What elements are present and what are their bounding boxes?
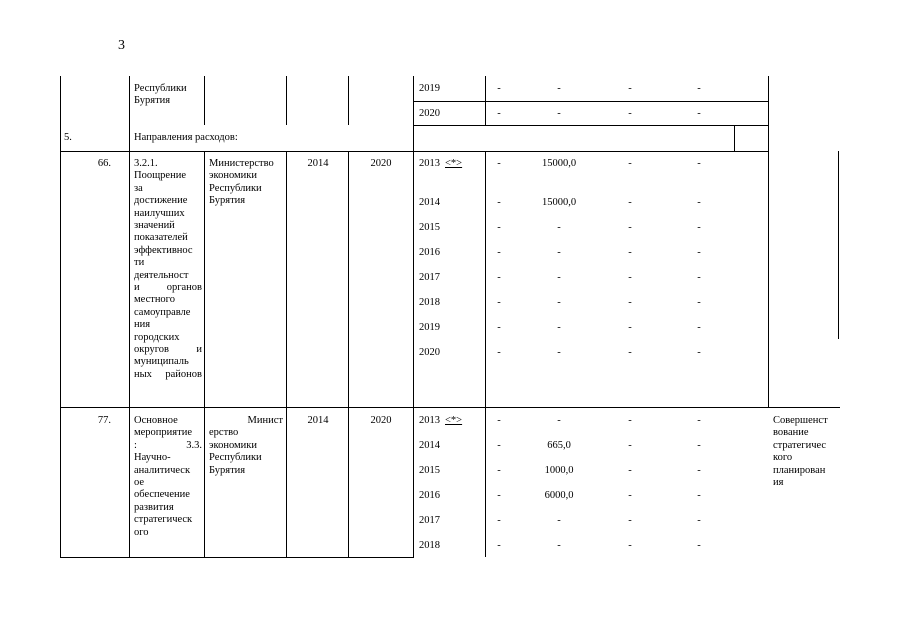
executor-text: ерство [209,427,239,439]
table-rule-v [204,76,205,125]
year-cell: 2014 [419,197,440,208]
value-cell: - [697,465,701,476]
table-rule-h [60,557,414,558]
year-cell: 2018 [419,540,440,551]
table-rule-v [204,151,205,557]
year-cell: 2016 [419,490,440,501]
value-cell: - [497,247,501,258]
measure-name-text: ое [134,477,145,488]
value-cell: - [628,297,632,308]
row-number: 66. [97,158,111,169]
value-cell: 1000,0 [544,465,574,476]
value-cell: - [497,490,501,501]
value-cell: - [697,272,701,283]
table-rule-h [60,151,769,152]
start-year: 2014 [307,415,329,426]
value-cell: - [697,158,701,169]
year-cell: 2016 [419,247,440,258]
value-cell: - [628,465,632,476]
value-cell: - [557,222,561,233]
end-year: 2020 [370,158,392,169]
year-cell: 2015 [419,465,440,476]
executor-text: Министерство [209,158,274,169]
value-cell: - [628,108,632,119]
value-cell: - [697,322,701,333]
measure-name-text: аналитическ [134,464,191,476]
year-cell: 2019 [419,83,440,94]
year-cell: 2017 [419,515,440,526]
measure-name-text: стратегическ [134,514,193,526]
value-cell: - [697,490,701,501]
value-cell: - [497,515,501,526]
year-cell: 2020 [419,347,440,358]
table-rule-v [286,76,287,125]
table-rule-v [734,125,735,151]
result-text: ия [773,477,784,488]
value-cell: - [697,415,701,426]
value-cell: - [557,540,561,551]
value-cell: - [697,515,701,526]
year-cell: 2019 [419,322,440,333]
value-cell: - [497,197,501,208]
measure-name-text: наилучших [134,207,185,219]
measure-name-text: мероприятие [134,427,192,439]
value-cell: - [628,83,632,94]
measure-name-text: ти [134,257,145,269]
result-text: кого [773,452,793,464]
table-rule-v [129,76,130,557]
value-cell: - [497,222,501,233]
table-rule-v [348,76,349,125]
measure-name-text: местного [134,294,175,306]
value-cell: - [628,158,632,169]
value-cell: - [697,297,701,308]
executor-text: Минист [247,415,283,426]
year-cell: 2013 [419,415,440,426]
row-number: 77. [97,415,111,426]
value-cell: - [628,272,632,283]
value-cell: - [497,440,501,451]
measure-name-text: округов и [134,344,202,355]
measure-name-text: ого [134,526,149,538]
value-cell: - [557,247,561,258]
year-cell: 2017 [419,272,440,283]
measure-name-text: Научно- [134,452,171,464]
executor-text: Республики [209,452,262,464]
footnote-link: <*> [445,415,463,426]
value-cell: - [628,247,632,258]
section-title: Направления расходов: [134,132,238,143]
year-cell: 2018 [419,297,440,308]
value-cell: - [697,347,701,358]
value-cell: - [628,490,632,501]
executor-text: Бурятия [209,195,246,207]
value-cell: - [628,440,632,451]
value-cell: 665,0 [547,440,571,451]
value-cell: - [697,197,701,208]
value-cell: - [497,540,501,551]
table-rule-v [413,76,414,557]
measure-name-text: за [134,182,143,194]
measure-name-text: и органов [134,282,202,293]
measure-name-text: эффективнос [134,244,193,256]
value-cell: - [557,347,561,358]
measure-name-text: ных районов [134,368,202,380]
value-cell: 15000,0 [541,158,577,169]
executor-text: Республики [209,182,262,194]
start-year: 2014 [307,158,329,169]
value-cell: - [697,247,701,258]
value-cell: - [628,347,632,358]
value-cell: - [628,515,632,526]
value-cell: - [557,297,561,308]
value-cell: - [557,515,561,526]
measure-name-text: ния [134,319,151,331]
result-text: стратегичес [773,439,827,451]
value-cell: - [628,197,632,208]
footnote-link: <*> [445,158,463,169]
measure-name-text: самоуправле [134,306,191,318]
table-rule-h [413,125,768,126]
measure-name-text: достижение [134,195,188,207]
executor-text: Бурятия [209,464,246,476]
year-cell: 2014 [419,440,440,451]
measure-name-text: Поощрение [134,170,186,182]
value-cell: - [697,83,701,94]
page-number: 3 [118,38,125,53]
value-cell: - [497,83,501,94]
value-cell: - [697,540,701,551]
table-rule-h [60,407,840,408]
measure-name-text: обеспечение [134,489,190,501]
value-cell: - [497,465,501,476]
end-year: 2020 [370,415,392,426]
value-cell: - [557,322,561,333]
value-cell: - [697,440,701,451]
measure-name-text: городских [134,331,180,343]
executor-text: экономики [209,439,257,451]
table-rule-v [838,151,839,339]
value-cell: - [557,83,561,94]
table-rule-v [286,151,287,557]
section-number: 5. [64,132,72,143]
executor-text: Республики [134,83,187,94]
result-text: Совершенст [773,415,828,426]
value-cell: - [497,272,501,283]
value-cell: - [557,272,561,283]
executor-text: Бурятия [134,95,171,107]
result-text: планирован [773,464,826,476]
value-cell: - [557,108,561,119]
measure-name-text: значений [134,220,175,231]
value-cell: - [497,297,501,308]
measure-name-text: : 3.3. [134,439,202,451]
year-cell: 2015 [419,222,440,233]
value-cell: - [628,222,632,233]
measure-name-text: муниципаль [134,356,189,368]
value-cell: - [628,415,632,426]
value-cell: - [628,540,632,551]
value-cell: - [497,158,501,169]
measure-name-text: Основное [134,415,178,426]
value-cell: 15000,0 [541,197,577,208]
value-cell: - [628,322,632,333]
table-rule-h [413,101,768,102]
value-cell: - [497,347,501,358]
value-cell: - [497,108,501,119]
measure-name-text: деятельност [134,269,189,281]
value-cell: - [557,415,561,426]
measure-name-text: показателей [134,232,188,244]
table-rule-v [348,151,349,557]
executor-text: экономики [209,170,257,182]
result-text: вование [773,427,809,439]
value-cell: - [497,415,501,426]
measure-name-text: 3.2.1. [134,158,158,169]
table-rule-v [768,76,769,407]
year-cell: 2020 [419,108,440,119]
value-cell: 6000,0 [544,490,574,501]
table-rule-v [60,76,61,557]
measure-name-text: развития [134,501,174,513]
value-cell: - [497,322,501,333]
value-cell: - [697,108,701,119]
value-cell: - [697,222,701,233]
year-cell: 2013 [419,158,440,169]
